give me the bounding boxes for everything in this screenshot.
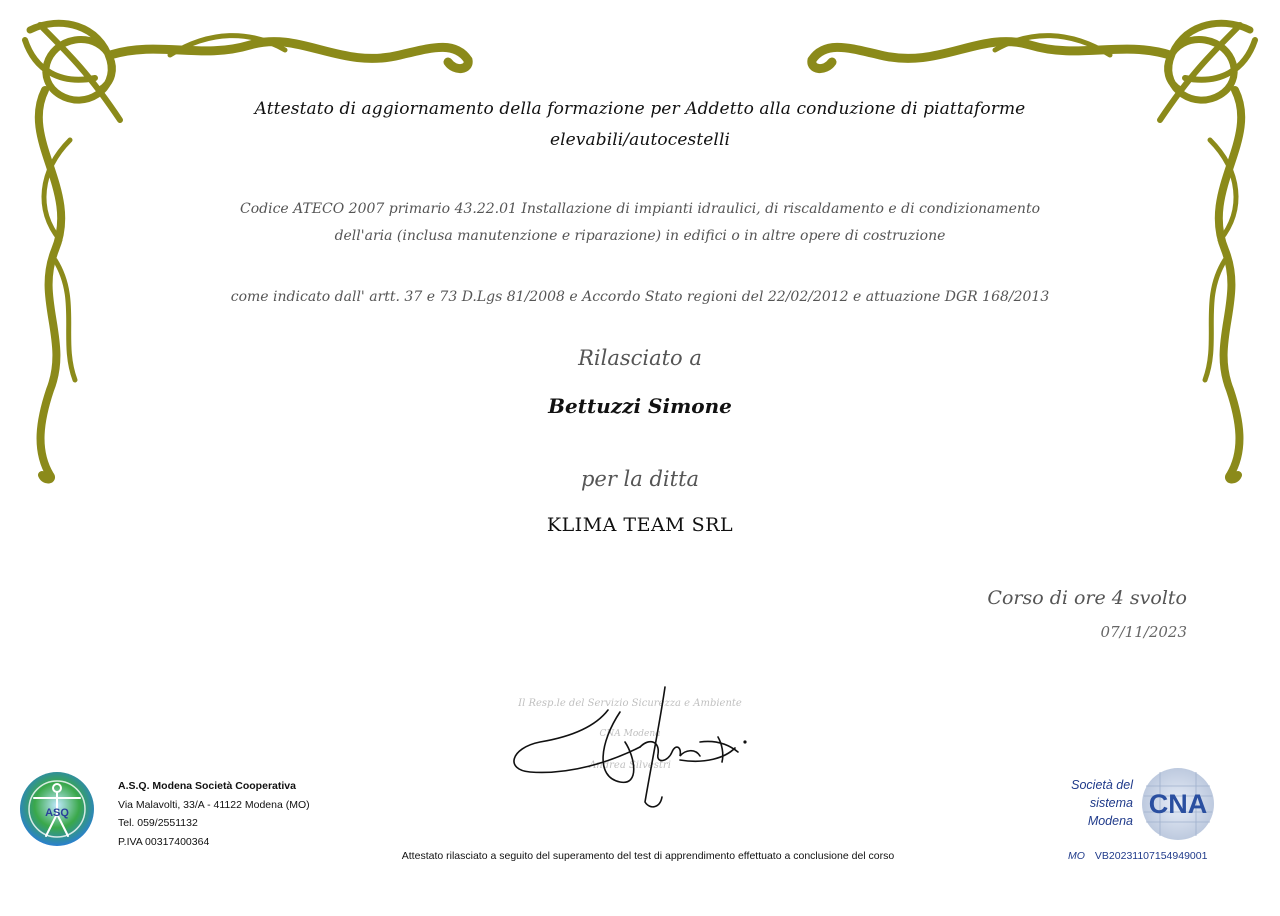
signature-organization: CNA Modena — [599, 729, 661, 739]
asq-phone: Tel. 059/2551132 — [118, 817, 198, 829]
recipient-name: Bettuzzi Simone — [548, 394, 732, 418]
certificate-code — [1068, 850, 1207, 862]
company-name: KLIMA TEAM SRL — [546, 514, 734, 536]
asq-address: Via Malavolti, 33/A - 41122 Modena (MO) — [118, 798, 310, 811]
cna-logo-text: CNA — [1148, 789, 1208, 819]
signature-name: Andrea Silvestri — [589, 760, 671, 771]
certificate-title — [0, 94, 1280, 156]
issued-to-label: Rilasciato a — [578, 346, 702, 370]
cna-line-3: Modena — [1087, 814, 1133, 828]
asq-vat: P.IVA 00317400364 — [118, 835, 210, 848]
ateco-line-2: dell'aria (inclusa manutenzione e riparazione) in edifici o in altre opere di costruzione — [334, 228, 946, 244]
course-hours: Corso di ore 4 svolto — [987, 587, 1187, 609]
handwritten-signature — [500, 682, 760, 817]
signature-role: Il Resp.le del Servizio Sicurezza e Ambiente — [518, 698, 742, 709]
ateco-line-1: Codice ATECO 2007 primario 43.22.01 Installazione di impianti idraulici, di riscaldamento e di condizionamento — [239, 201, 1040, 217]
legal-reference: come indicato dall' artt. 37 e 73 D.Lgs 81/2008 e Accordo Stato regioni del 22/02/2012 e attuazione DGR 168/2013 — [230, 289, 1050, 305]
cna-line-1: Società del — [1071, 778, 1133, 792]
cna-line-2: sistema — [1089, 796, 1133, 810]
company-label: per la ditta — [580, 467, 700, 491]
asq-logo-text: ASQ — [45, 807, 69, 819]
title-line-2: elevabili/autocestelli — [549, 130, 731, 150]
footer-note: Attestato rilasciato a seguito del superamento del test di apprendimento effettuato a conclusione del corso — [401, 850, 895, 862]
asq-contact-info — [118, 777, 310, 851]
course-date: 07/11/2023 — [1100, 623, 1187, 641]
code-value: VB20231107154949001 — [1094, 850, 1208, 862]
cna-system-text — [1040, 776, 1133, 830]
signature-block — [500, 682, 760, 817]
ateco-code — [0, 196, 1280, 250]
asq-name: A.S.Q. Modena Società Cooperativa — [118, 780, 296, 792]
code-prefix: MO — [1068, 850, 1085, 862]
title-line-1: Attestato di aggiornamento della formazione per Addetto alla conduzione di piattaforme — [254, 99, 1026, 119]
asq-logo — [18, 770, 96, 848]
cna-logo — [1140, 766, 1216, 842]
